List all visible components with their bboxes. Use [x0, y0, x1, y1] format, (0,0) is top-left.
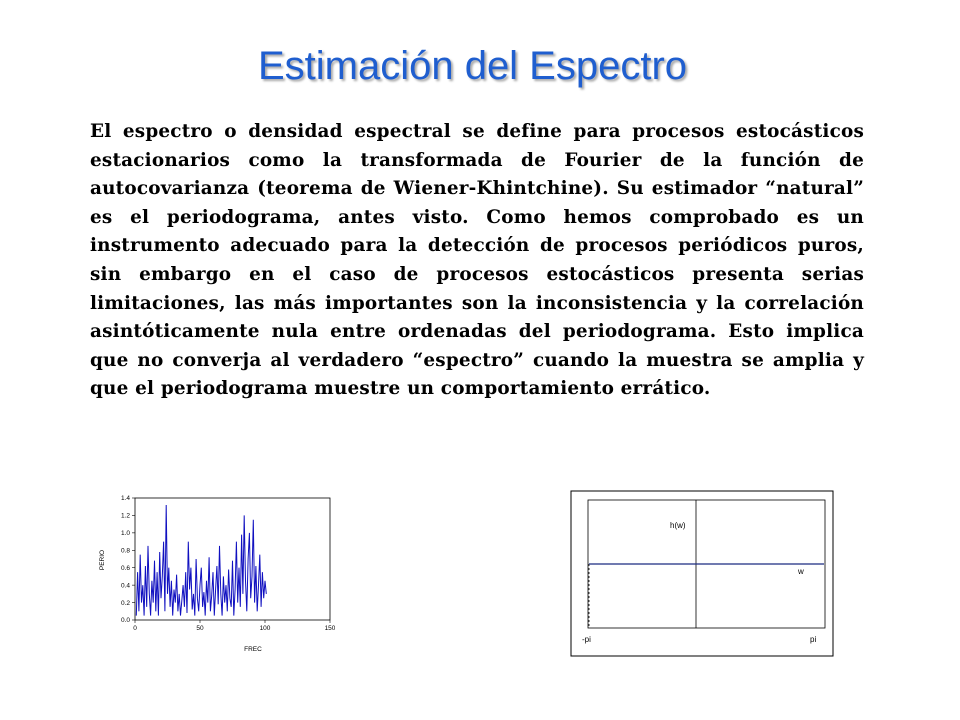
flat-spectrum-chart — [570, 490, 835, 658]
series-label-hw: h(w) — [670, 521, 686, 530]
y-tick-label: 1.0 — [120, 530, 130, 538]
x-axis-label: FREC — [244, 646, 262, 653]
body-paragraph: El espectro o densidad espectral se define para procesos estocásticos estacionarios como la transformada de Fourier de la función de autocovarianza (teorema de Wiener-Khintchine). Su estimador “natural” es el periodograma, antes visto. Como hemos comprobado es un instrumento adecuado para la detección de procesos periódicos puros, sin embargo en el caso de procesos estocásticos presenta serias limitaciones, las más importantes son la inconsistencia y la correlación asintóticamente nula entre ordenadas del periodograma. Esto implica que no converja al verdadero “espectro” cuando la muestra se amplia y que el periodograma muestre un comportamiento errático. — [90, 121, 864, 400]
x-tick-label-neg-pi: -pi — [582, 635, 591, 644]
y-tick-label: 0.4 — [120, 582, 130, 590]
x-tick-label: 100 — [259, 625, 271, 632]
y-tick-label: 0.2 — [120, 599, 130, 607]
axis-label-w: w — [798, 567, 804, 576]
x-tick-label: 0 — [133, 625, 137, 632]
y-tick-label: 0.0 — [120, 617, 130, 625]
x-tick-label: 50 — [196, 625, 204, 632]
y-axis-label: PERIO — [99, 549, 106, 571]
x-tick-label: 150 — [324, 625, 335, 632]
y-tick-label: 1.2 — [120, 512, 130, 520]
x-tick-label-pi: pi — [810, 635, 817, 644]
y-tick-label: 1.4 — [120, 495, 130, 503]
y-tick-label: 0.8 — [120, 547, 130, 555]
outer-frame — [571, 491, 833, 656]
slide-title: Estimación del Espectro — [257, 44, 688, 88]
y-tick-label: 0.6 — [120, 564, 130, 572]
periodogram-chart — [95, 490, 335, 660]
series-line-perio — [136, 505, 266, 616]
